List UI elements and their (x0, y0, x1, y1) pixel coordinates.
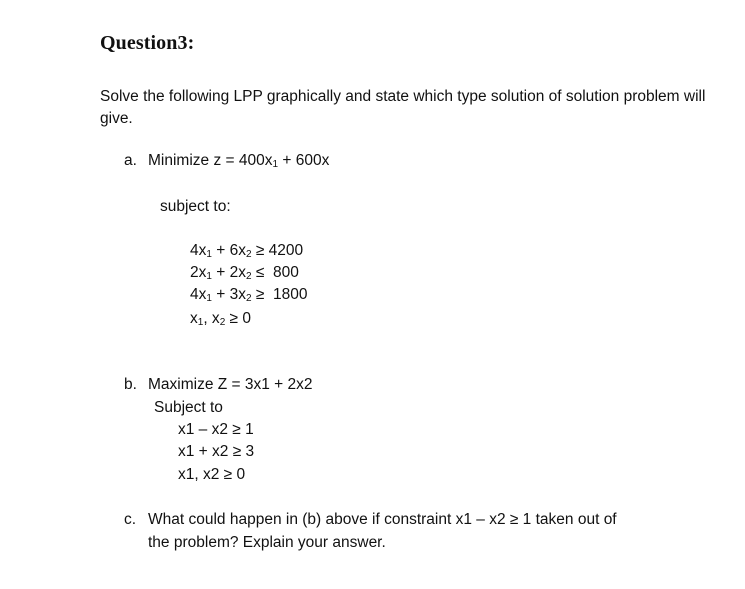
part-a-objective: a. Minimize $z = 400x_1 + 600x$ (124, 152, 330, 170)
part-b-marker: b. (124, 376, 137, 393)
question-intro: Solve the following LPP graphically and state which type solution of solution problem will give. (100, 88, 706, 127)
part-c-line1: c. What could happen in (b) above if constraint x1 – x2 ≥ 1 taken out of (124, 509, 617, 531)
part-a-subject-to: subject to: (160, 198, 231, 215)
part-a-marker: a. (124, 152, 137, 169)
part-a-constraint: $2x_1 + 2x_2 \le 800$ (190, 264, 299, 282)
part-b-constraint: x1, x2 ≥ 0 (178, 466, 246, 483)
part-b-subject-to: Subject to (154, 399, 223, 416)
part-c-line2: the problem? Explain your answer. (148, 534, 386, 551)
question-title: Question3: (100, 32, 195, 54)
part-b-constraint: x1 – x2 ≥ 1 (178, 421, 254, 438)
part-a-constraint: $x_1$, $x_2 \ge 0$ (190, 310, 251, 328)
part-a-constraint: $4x_1 + 6x_2 \ge 4200$ (190, 242, 304, 260)
part-a-constraint: $4x_1 + 3x_2 \ge 1800$ (190, 286, 308, 304)
part-b-constraint: x1 + x2 ≥ 3 (178, 443, 255, 460)
part-b-objective: b. Maximize Z = 3x1 + 2x2 (124, 374, 313, 396)
part-c-marker: c. (124, 511, 137, 528)
